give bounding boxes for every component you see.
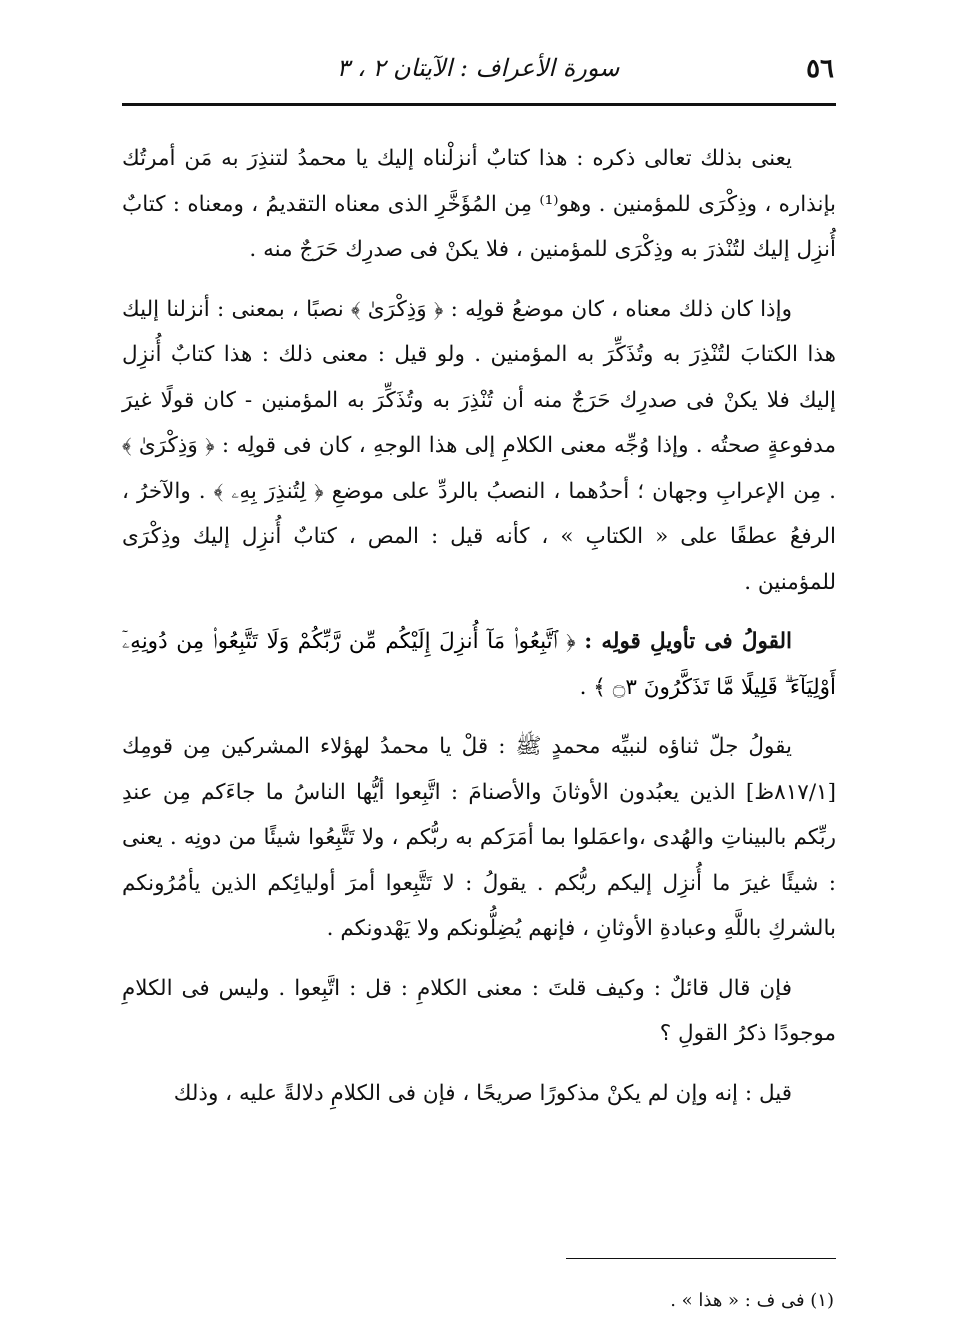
page-header: [122, 52, 834, 98]
running-title: سورة الأعراف : الآيتان ٢ ، ٣: [336, 54, 620, 82]
paragraph: يعنى بذلك تعالى ذكره : هذا كتابٌ أنزلْناه إليك يا محمدُ لتنذِرَ به مَن أمرتُك بإنذاره ، وذِكْرَى للمؤمنين . وهو⁽¹⁾ مِن المُؤَخَّرِ الذى معناه التقديمُ ، ومعناه : كتابٌ أُنزِل إليك لتُنْذرَ به وذِكْرَى للمؤمنين ، فلا يكنْ فى صدرِك حَرَجٌ منه .: [122, 146, 836, 262]
paragraph: وإذا كان ذلك معناه ، كان موضعُ قولِه : ﴿ وَذِكْرَىٰ ﴾ نصبًا ، بمعنى : أنزلنا إليك هذا الكتابَ لتُنْذِرَ به وتُذَكِّرَ به المؤمنين . ولو قيل : معنى ذلك : هذا كتابٌ أُنزِل إليك فلا يكنْ فى صدرِك حَرَجٌ منه أن تُنْذِرَ به وتُذَكِّرَ به المؤمنين - كان قولًا غيرَ مدفوعةٍ صحتُه . وإذا وُجِّه معنى الكلامِ إلى هذا الوجهِ ، كان فى قولِه : ﴿ وَذِكْرَىٰ ﴾ . مِن الإعرابِ وجهان ؛ أحدُهما ، النصبُ بالردِّ على موضعِ ﴿ لِتُنذِرَ بِهِۦ ﴾ . والآخرُ ، الرفعُ عطفًا على « الكتابِ » ، كأنه قيل : المص ، كتابٌ أُنزِل إليك وذِكْرَى للمؤمنين .: [122, 296, 836, 595]
verse-heading-paragraph: [122, 619, 836, 710]
body-text: [122, 136, 836, 1130]
paragraph: قيل : إنه وإن لم يكنْ مذكورًا صريحًا ، فإن فى الكلامِ دلالةً عليه ، وذلك: [173, 1080, 792, 1106]
quran-verse: ﴿ ٱتَّبِعُوا۟ مَآ أُنزِلَ إِلَيْكُم مِّن رَّبِّكُمْ وَلَا تَتَّبِعُوا۟ مِن دُونِهِۦٓ أَوْلِيَآءَ ۗ قَلِيلًا مَّا تَذَكَّرُونَ ۝٣ ﴾ .: [122, 629, 836, 700]
page-number: ٥٦: [806, 54, 834, 84]
verse-heading-label: القولُ فى تأويلِ قولِه :: [584, 629, 792, 654]
paragraph: فإن قال قائلٌ : وكيف قلتَ : معنى الكلامِ : قل : اتَّبِعوا . وليس فى الكلامِ موجودًا ذكرُ القولِ ؟: [122, 975, 836, 1046]
footnote-rule: [566, 1258, 836, 1259]
header-rule: [122, 103, 836, 106]
footnote: (١) فى ف : « هذا » .: [670, 1290, 834, 1311]
paragraph: يقولُ جلّ ثناؤه لنبيِّه محمدٍ ﷺ : قلْ يا محمدُ لهؤلاء المشركين مِن قومِك [٨١٧/١ظ] الذين يعبُدون الأوثانَ والأصنامَ : اتَّبِعوا أيُّها الناسُ ما جاءَكم مِن عندِ ربِّكم بالبيناتِ والهُدى ،واعمَلوا بما أمَرَكم به ربُّكم ، ولا تَتَّبِعُوا شيئًا من دونِه . يعنى : شيئًا غيرَ ما أُنزِل إليكم ربُّكم . يقولُ : لا تَتَّبِعوا أمرَ أوليائِكم الذين يأمُرُونكم بالشركِ باللَّهِ وعبادةِ الأوثانِ ، فإنهم يُضِلُّونكم ولا يَهْدونكم .: [122, 734, 836, 941]
